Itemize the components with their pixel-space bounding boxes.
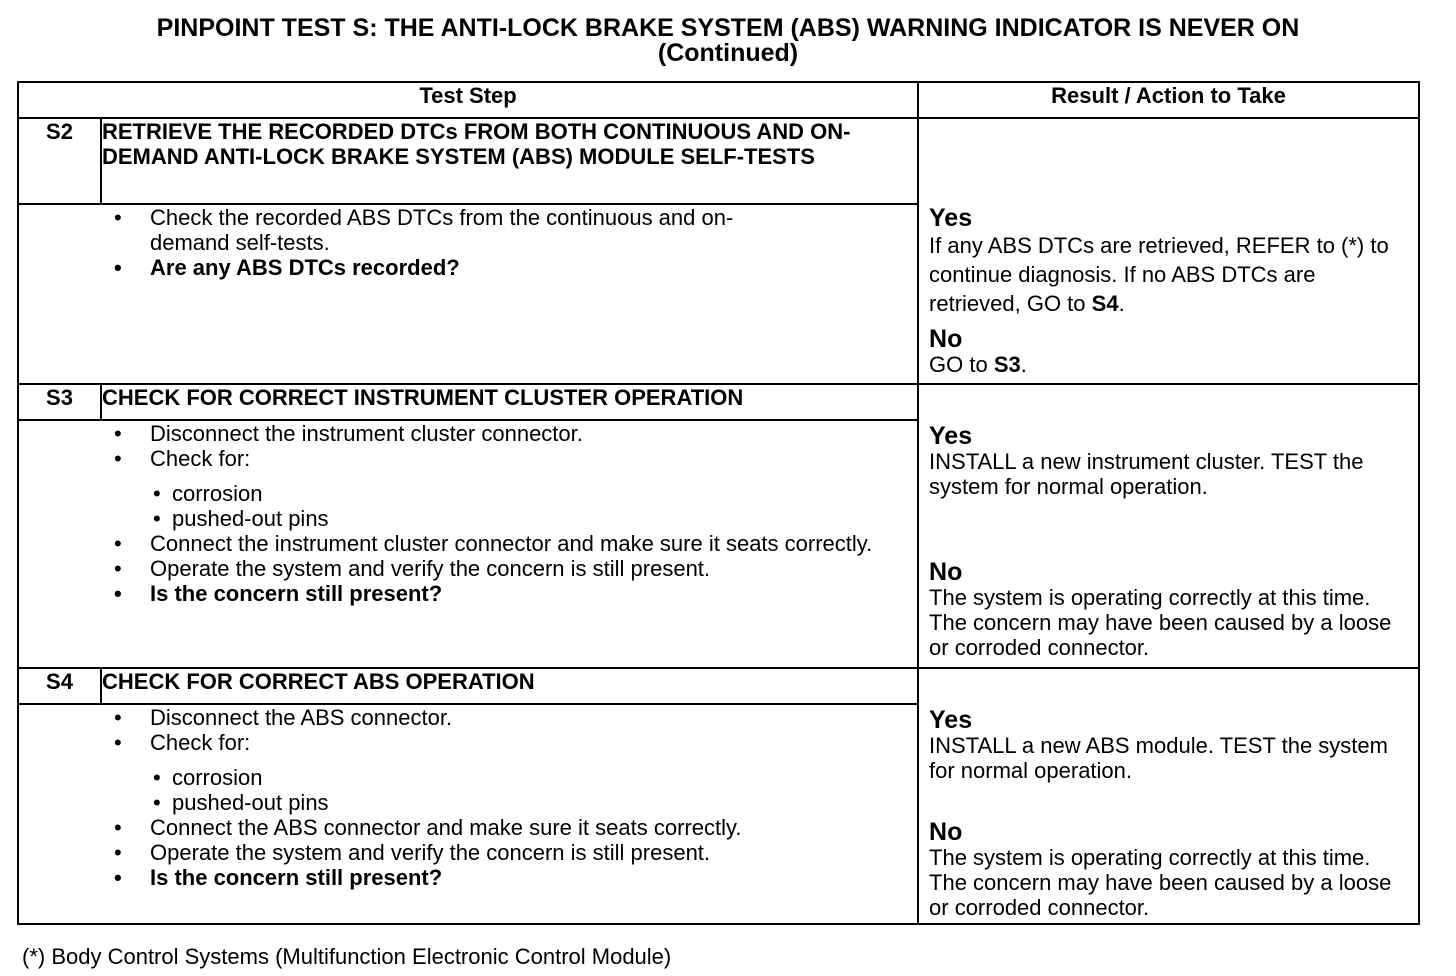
- page-title: [0, 16, 1456, 66]
- step-s3-bullets: [19, 421, 917, 606]
- footnote: (*) Body Control Systems (Multifunction Electronic Control Module): [22, 944, 672, 969]
- header-row: [18, 82, 1419, 118]
- header-result: Result / Action to Take: [918, 82, 1419, 118]
- result-s4-yes-label: Yes: [929, 706, 973, 734]
- step-s3-bullet: • Check for: • corrosion • pushed-out pins: [19, 446, 917, 531]
- result-s4: [918, 668, 1419, 924]
- pinpoint-test-table: [17, 81, 1420, 925]
- step-s3-sub-bullet: • corrosion: [19, 481, 917, 506]
- step-id-s4: S4: [18, 668, 101, 704]
- title-line-1: PINPOINT TEST S: THE ANTI-LOCK BRAKE SYSTEM (ABS) WARNING INDICATOR IS NEVER ON: [156, 14, 1300, 42]
- step-body-s3: [18, 420, 918, 668]
- result-s4-no-text: The system is operating correctly at this time. The concern may have been caused by a loose or corroded connector.: [929, 845, 1392, 920]
- step-s4-bullet: • Connect the ABS connector and make sure it seats correctly.: [19, 815, 917, 840]
- step-s2-bullets: [19, 205, 917, 280]
- result-s3-no-label: No: [929, 558, 963, 586]
- step-id-s2: S2: [18, 118, 101, 204]
- result-s2-yes-text: If any ABS DTCs are retrieved, REFER to (*) to continue diagnosis. If no ABS DTCs are retrieved, GO to S4.: [929, 233, 1389, 316]
- step-s4-sub-bullet: • corrosion: [19, 765, 917, 790]
- step-s4-sub-bullet: • pushed-out pins: [19, 790, 917, 815]
- step-heading-s3: CHECK FOR CORRECT INSTRUMENT CLUSTER OPERATION: [101, 384, 918, 420]
- step-s4-bullet: • Is the concern still present?: [19, 865, 917, 890]
- step-s3-heading-row: [18, 384, 1419, 420]
- step-s2-bullet: • Check the recorded ABS DTCs from the continuous and on-demand self-tests.: [19, 205, 917, 255]
- title-line-2: (Continued): [657, 39, 799, 67]
- step-s4-bullet: • Operate the system and verify the concern is still present.: [19, 840, 917, 865]
- step-s4-bullet: • Disconnect the ABS connector.: [19, 705, 917, 730]
- step-body-s4: [18, 704, 918, 924]
- step-s3-sub-bullet: • pushed-out pins: [19, 506, 917, 531]
- step-s2-heading-row: [18, 118, 1419, 204]
- step-heading-s4: CHECK FOR CORRECT ABS OPERATION: [101, 668, 918, 704]
- step-s4-heading-row: [18, 668, 1419, 704]
- result-s2-no-label: No: [929, 325, 963, 353]
- result-s3-yes-text: INSTALL a new instrument cluster. TEST the system for normal operation.: [929, 449, 1364, 499]
- result-s2-no-text: GO to S3.: [929, 352, 1027, 377]
- step-s2-bullet: • Are any ABS DTCs recorded?: [19, 255, 917, 280]
- step-s4-bullets: [19, 705, 917, 890]
- header-test-step: Test Step: [18, 82, 918, 118]
- step-s3-sub-bullets: [19, 481, 917, 531]
- result-s2: [918, 118, 1419, 384]
- result-s2-yes-label: Yes: [929, 204, 973, 232]
- step-body-s2: [18, 204, 918, 384]
- step-s3-bullet: • Is the concern still present?: [19, 581, 917, 606]
- step-id-s3: S3: [18, 384, 101, 420]
- result-s4-no-label: No: [929, 818, 963, 846]
- result-s3: [918, 384, 1419, 668]
- step-s3-bullet: • Connect the instrument cluster connector and make sure it seats correctly.: [19, 531, 917, 556]
- step-heading-s2: RETRIEVE THE RECORDED DTCs FROM BOTH CONTINUOUS AND ON-DEMAND ANTI-LOCK BRAKE SYSTEM (ABS) MODULE SELF-TESTS: [101, 118, 918, 204]
- result-s4-yes-text: INSTALL a new ABS module. TEST the system for normal operation.: [929, 733, 1388, 783]
- result-s3-no-text: The system is operating correctly at this time. The concern may have been caused by a loose or corroded connector.: [929, 585, 1392, 660]
- step-s4-bullet: • Check for: • corrosion • pushed-out pins: [19, 730, 917, 815]
- step-s3-bullet: • Disconnect the instrument cluster connector.: [19, 421, 917, 446]
- result-s3-yes-label: Yes: [929, 422, 973, 450]
- step-s4-sub-bullets: [19, 765, 917, 815]
- step-s3-bullet: • Operate the system and verify the concern is still present.: [19, 556, 917, 581]
